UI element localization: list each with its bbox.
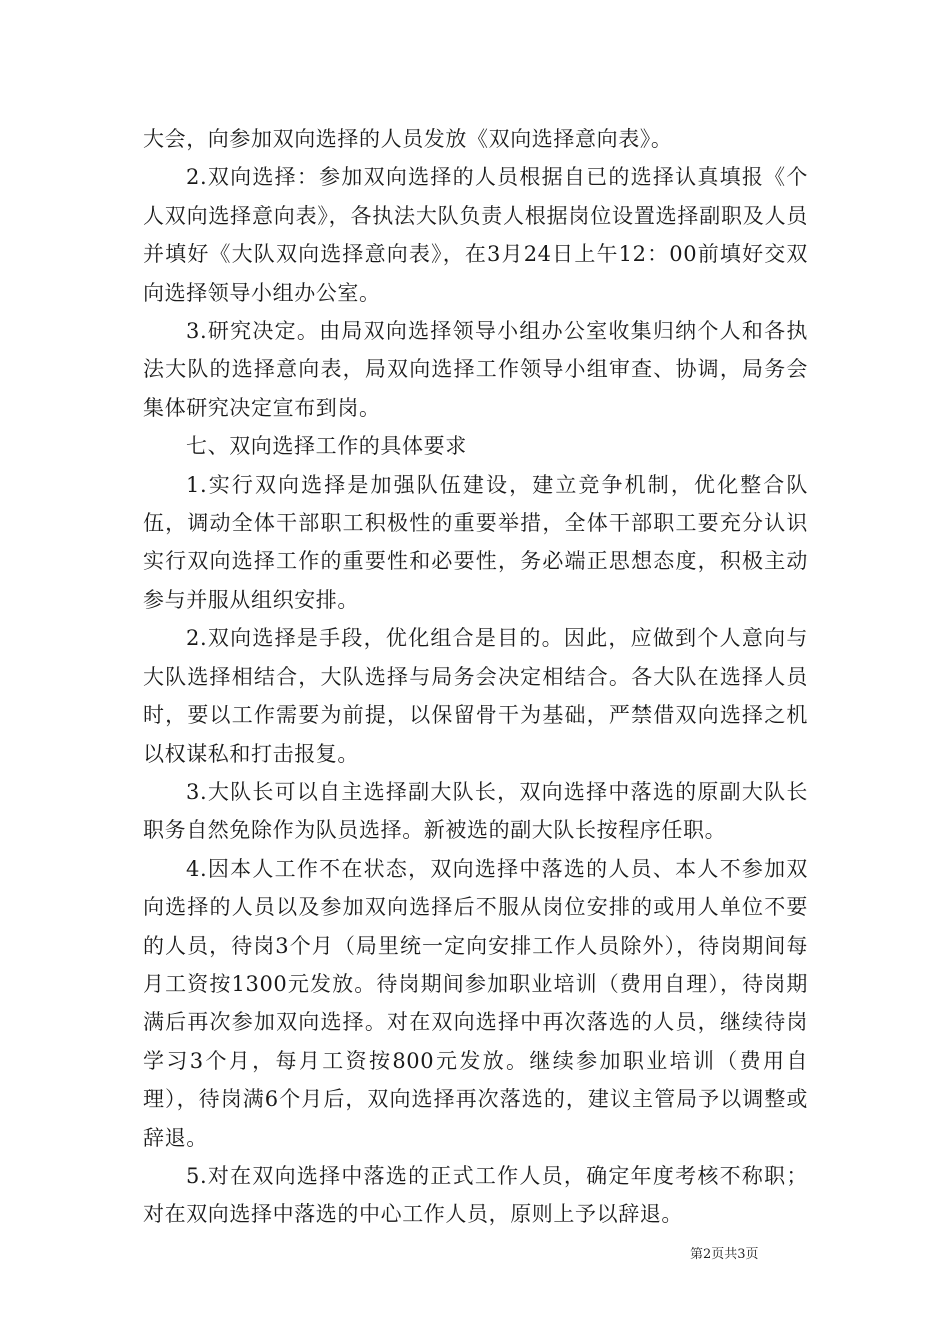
section-heading-requirements: 七、双向选择工作的具体要求 bbox=[186, 434, 467, 459]
paragraph-step-3: 3.研究决定。由局双向选择领导小组办公室收集归纳个人和各执法大队的选择意向表，局双向选择工作领导小组审查、协调，局务会集体研究决定宣布到岗。 bbox=[143, 319, 808, 420]
paragraph-step-2: 2.双向选择：参加双向选择的人员根据自已的选择认真填报《个人双向选择意向表》，各执法大队负责人根据岗位设置选择副职及人员并填好《大队双向选择意向表》，在3月24日上午12：00前填好交双向选择领导小组办公室。 bbox=[143, 165, 808, 305]
paragraph-requirement-4: 4.因本人工作不在状态，双向选择中落选的人员、本人不参加双向选择的人员以及参加双向选择后不服从岗位安排的或用人单位不要的人员，待岗3个月（局里统一定向安排工作人员除外），待岗期间每月工资按1300元发放。待岗期间参加职业培训（费用自理），待岗期满后再次参加双向选择。对在双向选择中再次落选的人员，继续待岗学习3个月，每月工资按800元发放。继续参加职业培训（费用自理），待岗满6个月后，双向选择再次落选的，建议主管局予以调整或辞退。 bbox=[143, 856, 808, 1150]
page-number-footer bbox=[690, 1246, 840, 1264]
paragraph-requirement-5: 5.对在双向选择中落选的正式工作人员，确定年度考核不称职；对在双向选择中落选的中心工作人员，原则上予以辞退。 bbox=[143, 1163, 808, 1227]
paragraph-requirement-2: 2.双向选择是手段，优化组合是目的。因此，应做到个人意向与大队选择相结合，大队选择与局务会决定相结合。各大队在选择人员时，要以工作需要为前提，以保留骨干为基础，严禁借双向选择之机以权谋私和打击报复。 bbox=[143, 626, 808, 766]
paragraph-requirement-3: 3.大队长可以自主选择副大队长，双向选择中落选的原副大队长职务自然免除作为队员选择。新被选的副大队长按程序任职。 bbox=[143, 779, 808, 843]
page-number-label: 第2页共3页 bbox=[690, 1247, 759, 1262]
paragraph-continued: 大会，向参加双向选择的人员发放《双向选择意向表》。 bbox=[143, 127, 673, 151]
document-body bbox=[143, 120, 808, 1234]
paragraph-requirement-1: 1.实行双向选择是加强队伍建设，建立竞争机制，优化整合队伍，调动全体干部职工积极性的重要举措，全体干部职工要充分认识实行双向选择工作的重要性和必要性，务必端正思想态度，积极主动参与并服从组织安排。 bbox=[143, 472, 808, 612]
